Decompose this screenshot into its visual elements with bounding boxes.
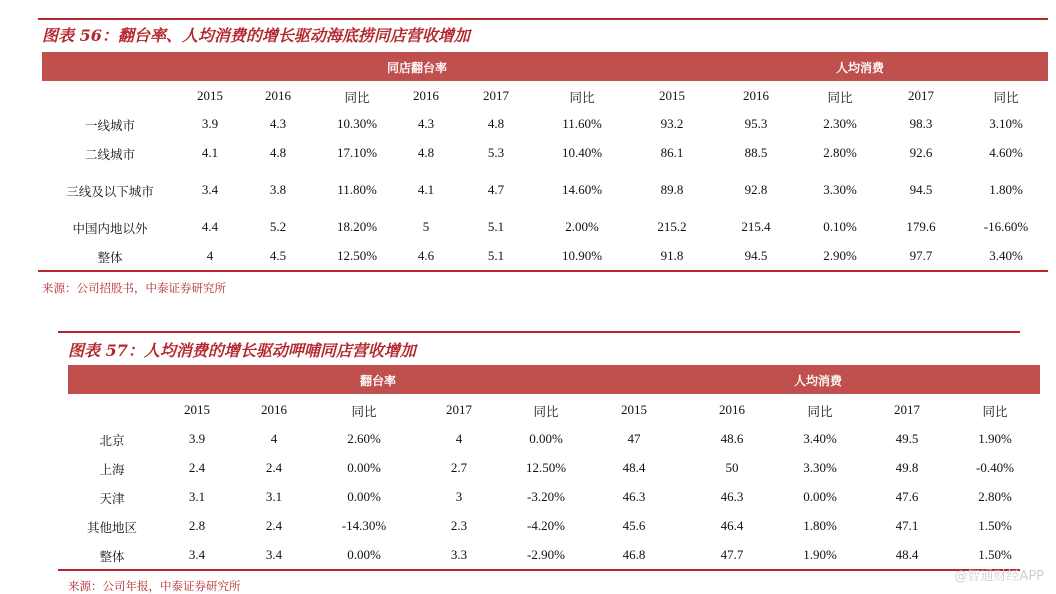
table-57-source: 来源：公司年报，中泰证券研究所 [68,579,241,593]
table-cell: 1.90% [978,431,1012,446]
table-56-header-band [42,52,1048,81]
table-cell: 0.10% [823,219,857,234]
table-cell: 1.50% [978,547,1012,562]
table-cell: 4 [206,248,214,263]
table-cell: 92.8 [744,182,768,197]
table-cell: 92.6 [909,145,933,160]
table-56-source: 来源：公司招股书，中泰证券研究所 [42,281,226,295]
row-label: 天津 [99,491,125,506]
table-cell: 86.1 [660,145,684,160]
table-cell: -16.60% [983,219,1029,234]
column-header: 2015 [621,402,647,417]
table-cell: -0.40% [976,460,1014,475]
table-cell: 89.8 [660,182,684,197]
table-cell: -2.90% [527,547,565,562]
table-cell: 4.7 [487,182,505,197]
table-cell: 17.10% [336,145,378,160]
table-cell: 12.50% [336,248,378,263]
table-57-group-header-spend: 人均消费 [793,374,842,388]
table-cell: 5.1 [487,248,505,263]
table-cell: 5.1 [487,219,505,234]
column-header: 2016 [413,88,439,103]
table-57-header-band [68,365,1040,394]
table-cell: 46.8 [622,547,646,562]
table-cell: 4 [270,431,278,446]
column-header: 2017 [894,402,920,417]
table-cell: 0.00% [347,489,381,504]
table-cell: 50 [725,460,739,475]
table-cell: 12.50% [525,460,567,475]
table-cell: 4.4 [201,219,219,234]
table-56-top-rule [38,18,1048,20]
table-cell: 0.00% [347,547,381,562]
table-cell: 1.80% [989,182,1023,197]
table-cell: 3.4 [188,547,206,562]
table-cell: 91.8 [660,248,684,263]
table-cell: 3.8 [269,182,287,197]
row-label: 二线城市 [84,147,136,162]
table-57-title: 图表 57：人均消费的增长驱动呷哺同店营收增加 [68,341,416,360]
table-cell: 46.3 [622,489,646,504]
column-header: 同比 [533,404,559,419]
table-cell: 3 [455,489,463,504]
table-cell: 4.1 [417,182,435,197]
table-cell: 179.6 [906,219,936,234]
table-cell: 2.4 [188,460,206,475]
table-cell: 3.30% [803,460,837,475]
table-cell: 3.9 [201,116,219,131]
table-cell: 2.80% [978,489,1012,504]
table-cell: 48.4 [622,460,646,475]
table-cell: 2.7 [450,460,468,475]
table-cell: 3.40% [803,431,837,446]
row-label: 北京 [99,433,125,448]
table-cell: 95.3 [744,116,768,131]
table-cell: 11.80% [337,182,377,197]
table-cell: 2.4 [265,460,283,475]
table-cell: 1.50% [978,518,1012,533]
table-cell: 48.4 [895,547,919,562]
table-cell: 0.00% [529,431,563,446]
table-56-group-header-spend: 人均消费 [835,61,884,75]
table-cell: 47.6 [895,489,919,504]
row-label: 一线城市 [84,118,136,133]
table-cell: 4.6 [417,248,435,263]
table-cell: 0.00% [347,460,381,475]
row-label: 中国内地以外 [72,221,148,236]
column-header: 同比 [351,404,377,419]
table-cell: 10.90% [561,248,603,263]
table-cell: 4.60% [989,145,1023,160]
table-cell: 88.5 [744,145,768,160]
table-cell: -4.20% [527,518,565,533]
table-cell: 2.00% [565,219,599,234]
column-header: 2016 [265,88,291,103]
table-cell: 2.90% [823,248,857,263]
table-cell: 4 [455,431,463,446]
column-header: 同比 [344,90,370,105]
table-cell: 2.4 [265,518,283,533]
table-57-top-rule [58,331,1020,333]
column-header: 2015 [659,88,685,103]
table-cell: -3.20% [527,489,565,504]
table-cell: 3.30% [823,182,857,197]
table-cell: 3.1 [265,489,283,504]
column-header: 同比 [993,90,1019,105]
table-56-bottom-rule [38,270,1048,272]
table-cell: 5.2 [269,219,287,234]
table-57-bottom-rule [58,569,1020,571]
table-cell: 98.3 [909,116,933,131]
table-cell: 10.40% [561,145,603,160]
row-label: 上海 [99,462,125,477]
column-header: 同比 [982,404,1008,419]
table-cell: 49.8 [895,460,919,475]
table-cell: 2.80% [823,145,857,160]
table-cell: 0.00% [803,489,837,504]
table-cell: 47 [627,431,641,446]
row-label: 整体 [99,549,125,564]
table-cell: 3.9 [188,431,206,446]
table-56-title: 图表 56：翻台率、人均消费的增长驱动海底捞同店营收增加 [42,26,470,45]
column-header: 同比 [807,404,833,419]
table-cell: 3.3 [450,547,468,562]
column-header: 2015 [184,402,210,417]
table-cell: 2.60% [347,431,381,446]
table-cell: 4.1 [201,145,219,160]
table-56-group-header-turnover: 同店翻台率 [386,61,447,75]
table-cell: 215.4 [741,219,771,234]
column-header: 2017 [446,402,472,417]
table-cell: 45.6 [622,518,646,533]
table-cell: 1.90% [803,547,837,562]
table-cell: 94.5 [744,248,768,263]
table-cell: 5 [422,219,430,234]
column-header: 2015 [197,88,223,103]
table-cell: 1.80% [803,518,837,533]
column-header: 2016 [743,88,769,103]
table-cell: 3.4 [201,182,219,197]
column-header: 2017 [483,88,509,103]
column-header: 2016 [261,402,287,417]
column-header: 2017 [908,88,934,103]
table-cell: 47.1 [895,518,919,533]
table-cell: 2.30% [823,116,857,131]
table-cell: 18.20% [336,219,378,234]
table-57-group-header-turnover: 翻台率 [359,374,396,388]
table-cell: 3.4 [265,547,283,562]
table-cell: 47.7 [720,547,744,562]
table-cell: 5.3 [487,145,505,160]
table-cell: 11.60% [562,116,602,131]
table-cell: 46.4 [720,518,744,533]
table-cell: 4.8 [487,116,505,131]
row-label: 三线及以下城市 [66,184,154,199]
table-cell: 3.1 [188,489,206,504]
table-cell: 46.3 [720,489,744,504]
table-cell: 2.8 [188,518,206,533]
table-cell: 94.5 [909,182,933,197]
table-cell: 4.3 [269,116,287,131]
table-cell: 49.5 [895,431,919,446]
table-cell: 4.8 [269,145,287,160]
table-cell: 2.3 [450,518,468,533]
table-cell: 10.30% [336,116,378,131]
table-cell: 14.60% [561,182,603,197]
table-cell: 4.8 [417,145,435,160]
table-cell: -14.30% [341,518,387,533]
table-cell: 48.6 [720,431,744,446]
table-cell: 3.10% [989,116,1023,131]
row-label: 整体 [97,250,123,265]
table-cell: 93.2 [660,116,684,131]
column-header: 2016 [719,402,745,417]
table-cell: 4.5 [269,248,287,263]
table-cell: 3.40% [989,248,1023,263]
column-header: 同比 [569,90,595,105]
table-cell: 4.3 [417,116,435,131]
watermark: @智通财经APP [954,569,1044,584]
table-cell: 97.7 [909,248,933,263]
table-cell: 215.2 [657,219,687,234]
row-label: 其他地区 [86,520,138,535]
column-header: 同比 [827,90,853,105]
